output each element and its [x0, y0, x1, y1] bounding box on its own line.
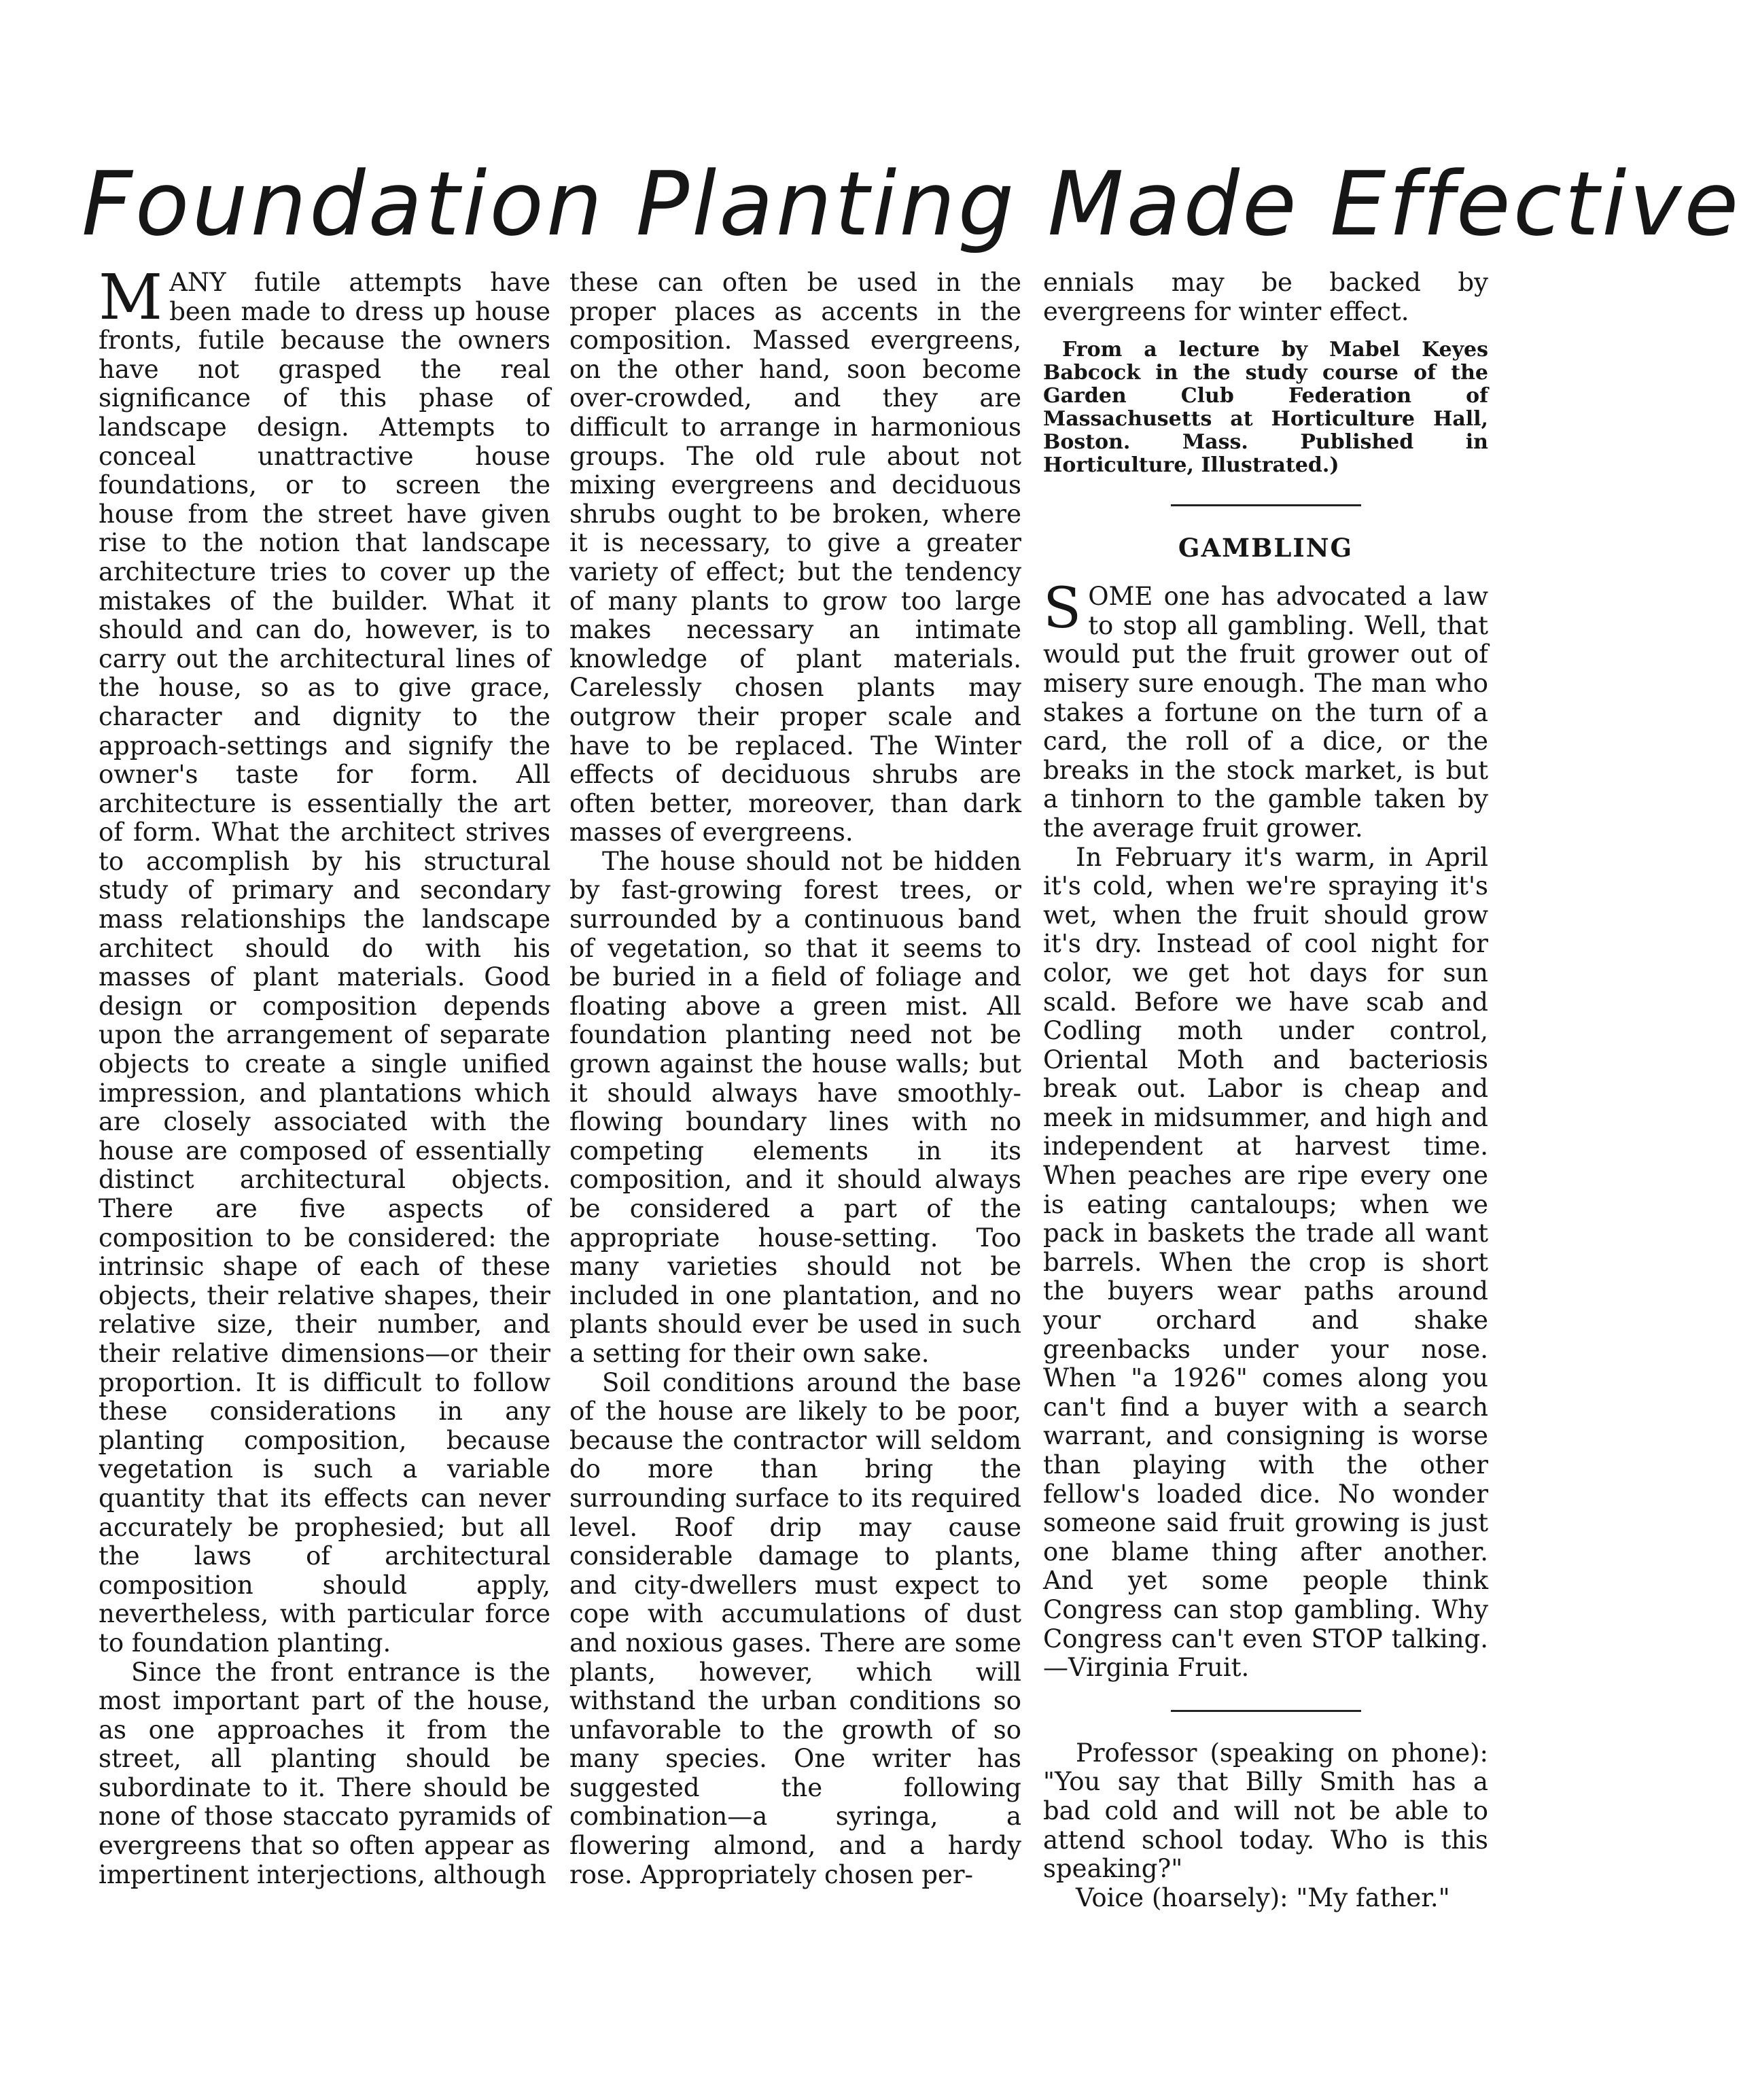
joke-paragraph-2: Voice (hoarsely): "My father.": [1076, 1883, 1450, 1912]
divider-rule-1: [1171, 504, 1361, 506]
column-2: [569, 268, 1021, 2069]
article-title: Foundation Planting Made Effective: [82, 152, 1741, 256]
article-paragraph-end: ennials may be backed by evergreens for winter effect.: [1043, 268, 1488, 326]
article-paragraph-3: The house should not be hidden by fast-growing forest trees, or surrounded by a continuous band of vegetation, so that it seems to be buried in a field of foliage and floating above a green mist. All foundation planting need not be grown against the house walls; but it should always have smoothly-flowing boundary lines with no competing elements in its composition, and it should always be considered a part of the appropriate house-setting. Too many varieties should not be included in one plantation, and no plants should ever be used in such a setting for their own sake.: [569, 846, 1021, 1368]
gambling-paragraph-1-text: OME one has advocated a law to stop all gambling. Well, that would put the fruit grower out of misery sure enough. The man who stakes a fortune on the turn of a card, the roll of a dice, or the breaks in the stock market, is but a tinhorn to the gamble taken by the average fruit grower.: [1043, 582, 1488, 843]
article-paragraph-4: Soil conditions around the base of the house are likely to be poor, because the contractor will seldom do more than bring the surrounding surface to its required level. Roof drip may cause considerable damage to plants, and city-dwellers must expect to cope with accumulations of dust and noxious gases. There are some plants, however, which will withstand the urban conditions so unfavorable to the growth of so many species. One writer has suggested the following combination—a syringa, a flowering almond, and a hardy rose. Appropriately chosen per-: [569, 1367, 1021, 1889]
divider-rule-2: [1171, 1710, 1361, 1712]
column-1: [99, 261, 550, 2069]
article-source-note: From a lecture by Mabel Keyes Babcock in the study course of the Garden Club Federation of Massachusetts at Horticulture Hall, Boston. Mass. Published in Horticulture, Illustrated.): [1043, 338, 1488, 478]
gambling-paragraph-1: [1043, 576, 1488, 843]
column-3: [1043, 268, 1488, 2069]
gambling-paragraph-2: In February it's warm, in April it's cold, when we're spraying it's wet, when the fruit should grow it's dry. Instead of cool night for color, we get hot days for sun scald. Before we have scab and Codling moth under control, Oriental Moth and bacteriosis break out. Labor is cheap and meek in midsummer, and high and independent at harvest time. When peaches are ripe every one is eating cantaloups; when we pack in baskets the trade all want barrels. When the crop is short the buyers wear paths around your orchard and shake greenbacks under your nose. When "a 1926" comes along you can't find a buyer with a search warrant, and consigning is worse than playing with the other fellow's loaded dice. No wonder someone said fruit growing is just one blame thing after another. And yet some people think Congress can stop gambling. Why Congress can't even STOP talking.—Virginia Fruit.: [1043, 842, 1488, 1683]
gambling-heading: GAMBLING: [1178, 533, 1354, 563]
drop-cap-s: S: [1043, 576, 1082, 642]
article-paragraph-2: Since the front entrance is the most important part of the house, as one approaches it from the street, all planting should be subordinate to it. There should be none of those staccato pyramids of evergreens that so often appear as impertinent interjections, although: [99, 1657, 550, 1889]
article-paragraph-1-text: ANY futile attempts have been made to dress up house fronts, futile because the owners have not grasped the real significance of this phase of landscape design. Attempts to conceal unattractive house foundations, or to screen the house from the street have given rise to the notion that landscape architecture tries to cover up the mistakes of the builder. What it should and can do, however, is to carry out the architectural lines of the house, so as to give grace, character and dignity to the approach-settings and signify the owner's taste for form. All architecture is essentially the art of form. What the architect strives to accomplish by his structural study of primary and secondary mass relationships the landscape architect should do with his masses of plant materials. Good design or composition depends upon the arrangement of separate objects to create a single unified impression, and plantations which are closely associated with the house are composed of essentially distinct architectural objects. There are five aspects of composition to be considered: the intrinsic shape of each of these objects, their relative shapes, their relative size, their number, and their relative dimensions—or their proportion. It is difficult to follow these considerations in any planting composition, because vegetation is such a variable quantity that its effects can never accurately be prophesied; but all the laws of architectural composition should apply, nevertheless, with particular force to foundation planting.: [99, 268, 550, 1658]
drop-cap-m: M: [99, 261, 163, 334]
article-paragraph-continued: these can often be used in the proper places as accents in the composition. Massed evergreens, on the other hand, soon become over-crowded, and they are difficult to arrange in harmonious groups. The old rule about not mixing evergreens and deciduous shrubs ought to be broken, where it is necessary, to give a greater variety of effect; but the tendency of many plants to grow too large makes necessary an intimate knowledge of plant materials. Carelessly chosen plants may outgrow their proper scale and have to be replaced. The Winter effects of deciduous shrubs are often better, moreover, than dark masses of evergreens.: [569, 268, 1021, 847]
article-paragraph-1: [99, 261, 550, 1658]
joke-paragraph-1: Professor (speaking on phone): "You say that Billy Smith has a bad cold and will not be able to attend school today. Who is this speaking?": [1043, 1738, 1488, 1884]
